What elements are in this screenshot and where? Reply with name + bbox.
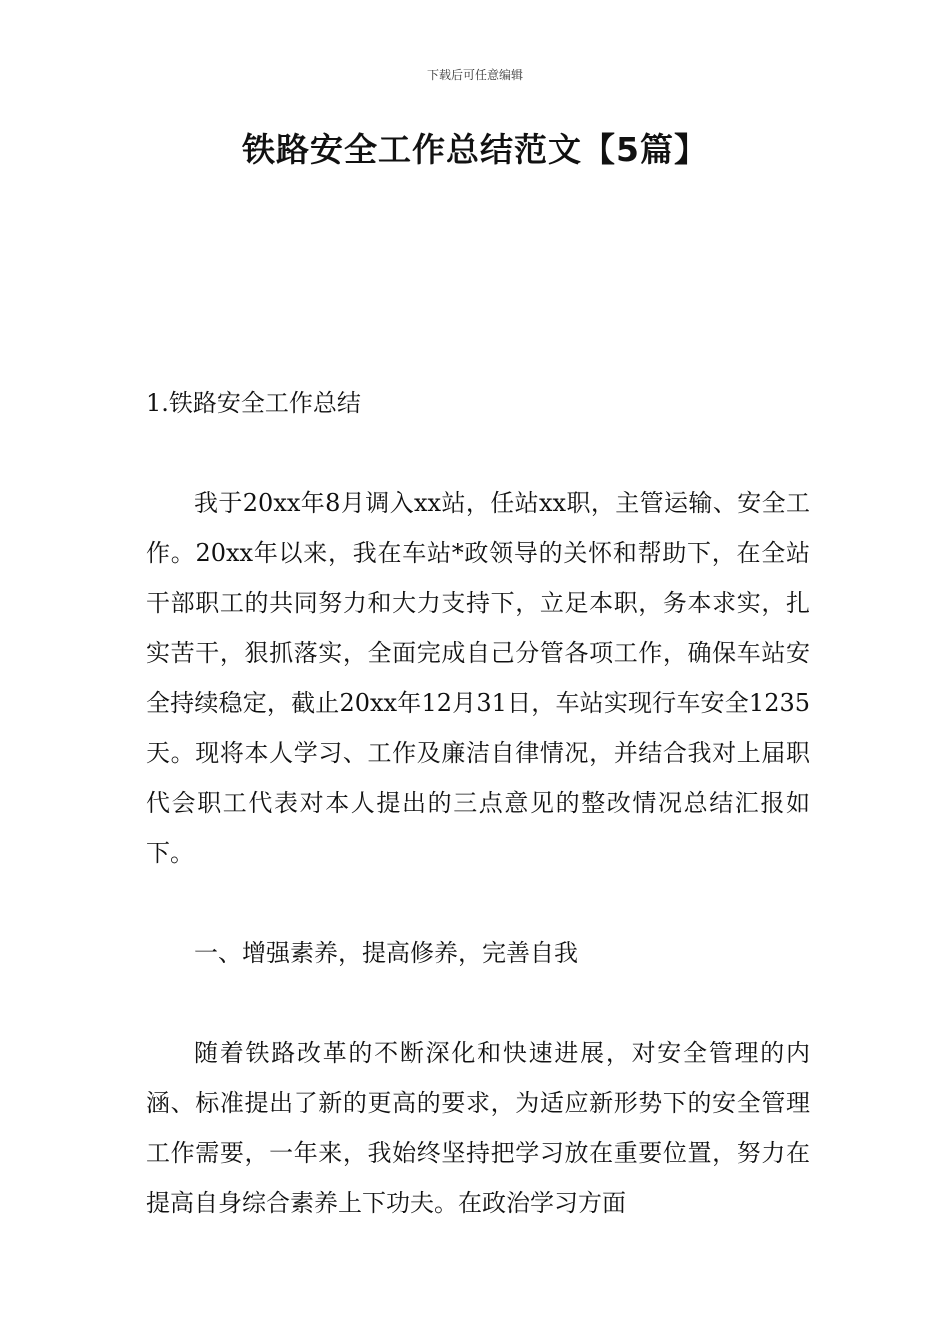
header-note: 下载后可任意编辑 xyxy=(426,68,523,82)
sub-heading: 一、增强素养，提高修养，完善自我 xyxy=(194,939,578,967)
document-body xyxy=(146,378,810,1228)
section-heading: 1.铁路安全工作总结 xyxy=(146,389,361,417)
paragraph: 随着铁路改革的不断深化和快速进展，对安全管理的内涵、标准提出了新的更高的要求，为适应新形势下的安全管理工作需要，一年来，我始终坚持把学习放在重要位置，努力在提高自身综合素养上下功夫。在政治学习方面 xyxy=(146,1039,810,1217)
paragraph: 我于20xx年8月调入xx站，任站xx职，主管运输、安全工作。20xx年以来，我在车站*政领导的关怀和帮助下，在全站干部职工的共同努力和大力支持下，立足本职，务本求实，扎实苦干，狠抓落实，全面完成自己分管各项工作，确保车站安全持续稳定，截止20xx年12月31日，车站实现行车安全1235天。现将本人学习、工作及廉洁自律情况，并结合我对上届职代会职工代表对本人提出的三点意见的整改情况总结汇报如下。 xyxy=(146,489,810,867)
spacer xyxy=(146,428,810,478)
document-title: 铁路安全工作总结范文【5篇】 xyxy=(242,130,708,169)
spacer xyxy=(146,978,810,1028)
spacer xyxy=(146,878,810,928)
